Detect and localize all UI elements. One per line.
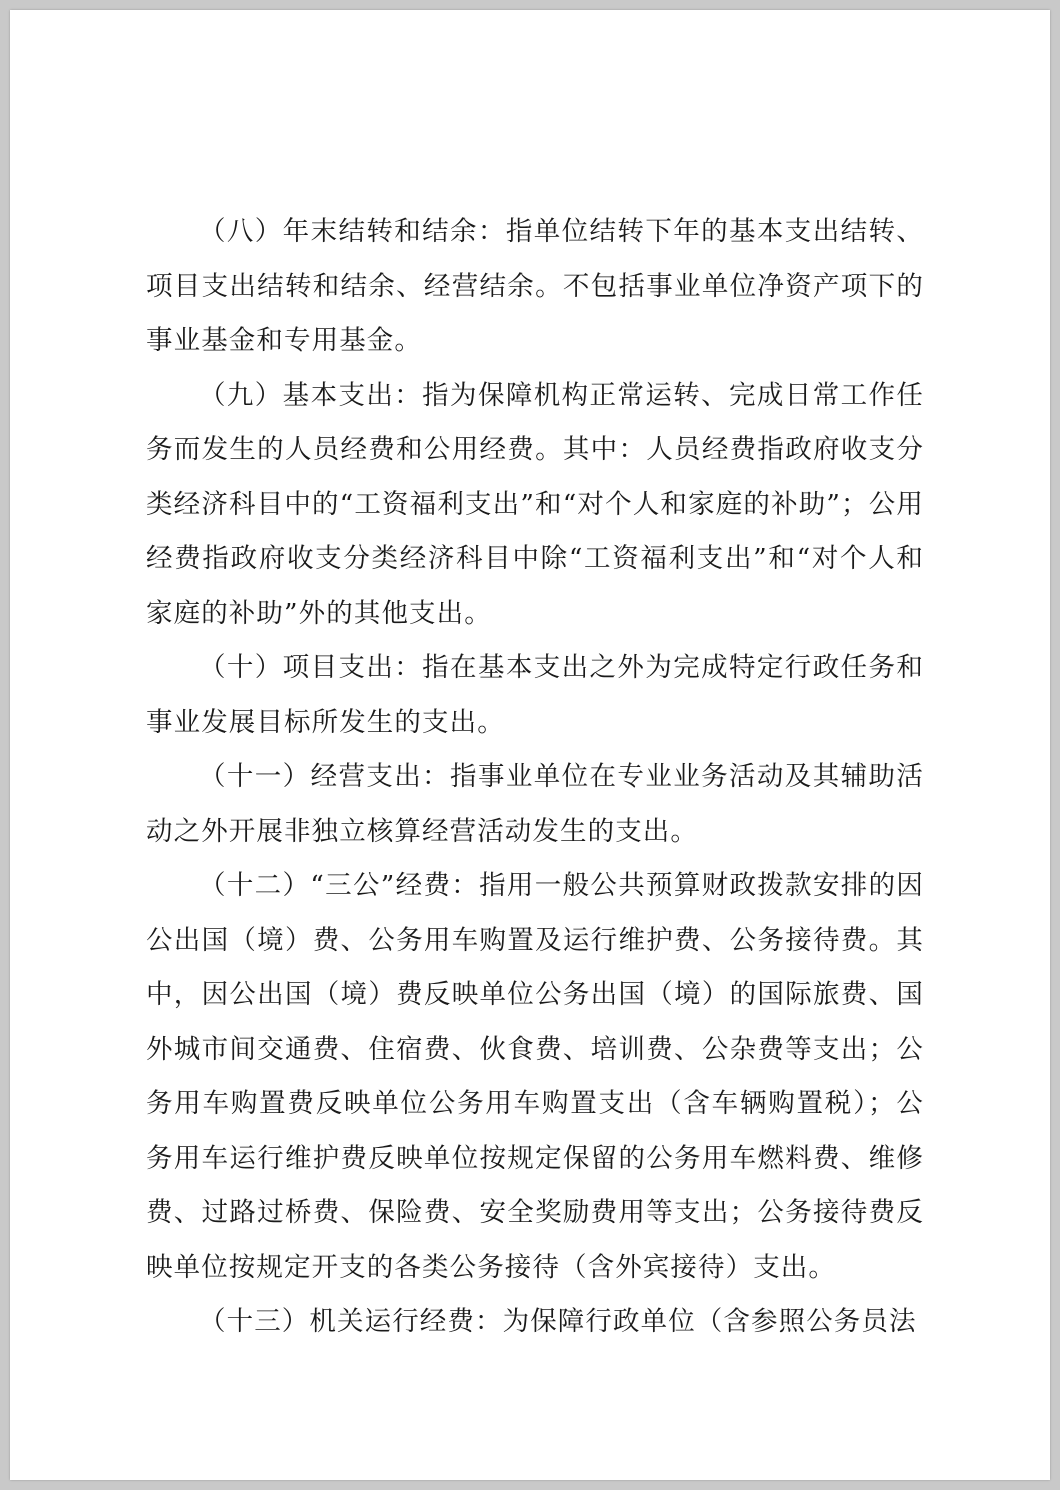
document-body (146, 205, 924, 1350)
paragraph-three-public-expenses: （十二）“三公”经费：指用一般公共预算财政拨款安排的因公出国（境）费、公务用车购置及运行维护费、公务接待费。其中，因公出国（境）费反映单位公务出国（境）的国际旅费、国外城市间交通费、住宿费、伙食费、培训费、公杂费等支出；公务用车购置费反映单位公务用车购置支出（含车辆购置税）；公务用车运行维护费反映单位按规定保留的公务用车燃料费、维修费、过路过桥费、保险费、安全奖励费用等支出；公务接待费反映单位按规定开支的各类公务接待（含外宾接待）支出。 (146, 870, 924, 1283)
paragraph-agency-operating-expenses: （十三）机关运行经费：为保障行政单位（含参照公务员法 (199, 1306, 917, 1337)
document-page (10, 10, 1050, 1480)
paragraph-carryover-balance: （八）年末结转和结余：指单位结转下年的基本支出结转、项目支出结转和结余、经营结余。不包括事业单位净资产项下的事业基金和专用基金。 (146, 216, 924, 356)
paragraph-operating-expenditure: （十一）经营支出：指事业单位在专业业务活动及其辅助活动之外开展非独立核算经营活动发生的支出。 (146, 761, 924, 847)
paragraph-basic-expenditure: （九）基本支出：指为保障机构正常运转、完成日常工作任务而发生的人员经费和公用经费。其中：人员经费指政府收支分类经济科目中的“工资福利支出”和“对个人和家庭的补助”；公用经费指政府收支分类经济科目中除“工资福利支出”和“对个人和家庭的补助”外的其他支出。 (146, 379, 924, 629)
paragraph-project-expenditure: （十）项目支出：指在基本支出之外为完成特定行政任务和事业发展目标所发生的支出。 (146, 652, 924, 738)
